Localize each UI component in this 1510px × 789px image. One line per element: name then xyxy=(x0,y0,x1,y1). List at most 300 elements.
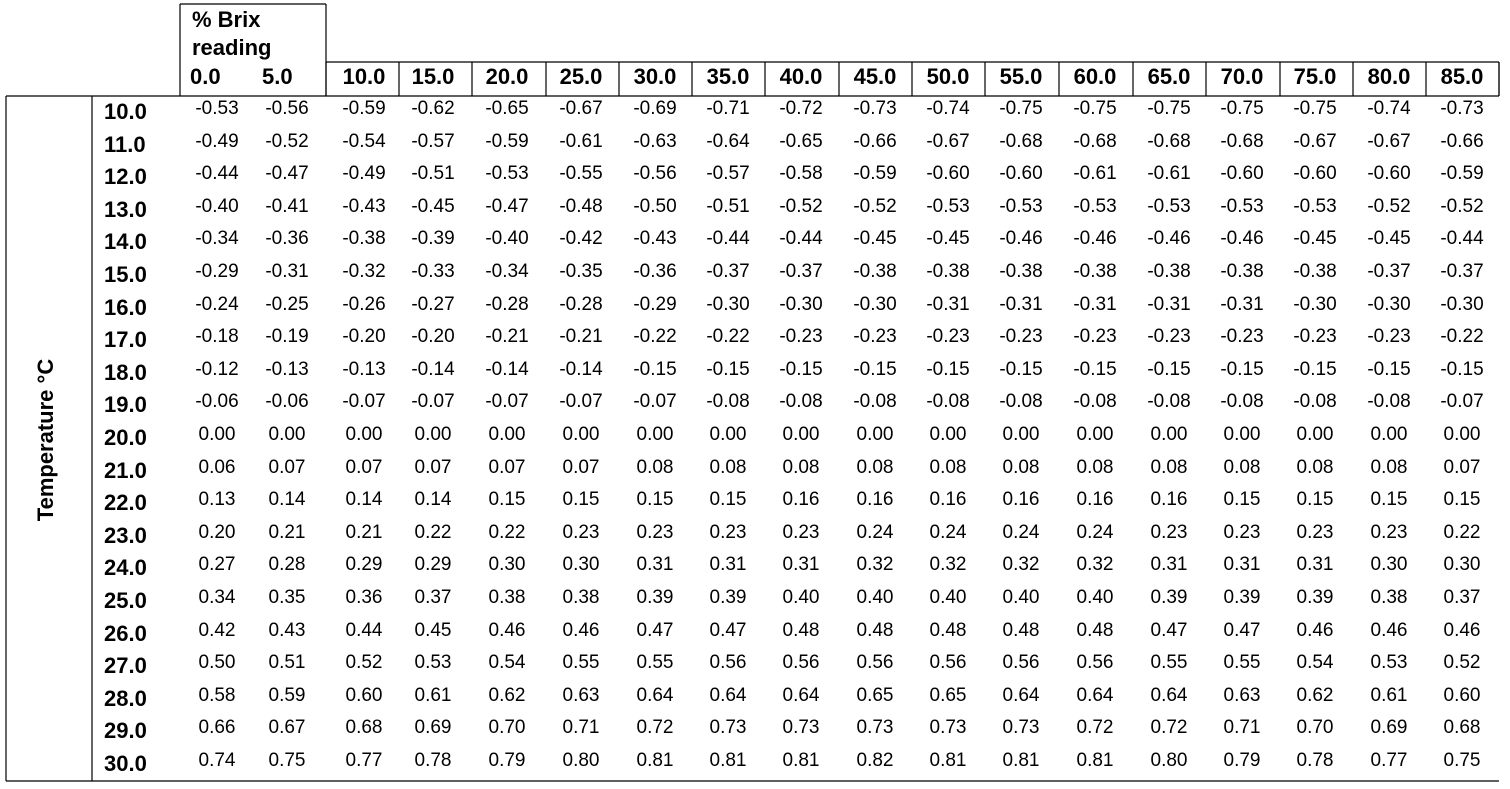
table-cell: -0.38 xyxy=(1147,261,1191,282)
table-cell: -0.46 xyxy=(999,228,1043,250)
column-header: 20.0 xyxy=(485,64,529,89)
table-cell: 0.08 xyxy=(709,456,747,478)
column-header: 70.0 xyxy=(1220,64,1264,89)
table-cell: 0.21 xyxy=(268,521,306,543)
table-cell: -0.38 xyxy=(1293,261,1337,282)
table-cell: 0.16 xyxy=(1002,489,1040,511)
table-cell: 0.20 xyxy=(198,521,236,543)
table-cell: -0.38 xyxy=(926,261,970,282)
table-cell: -0.25 xyxy=(265,293,309,315)
table-cell: 0.48 xyxy=(856,619,894,641)
column-header: 45.0 xyxy=(853,64,897,89)
table-cell: 0.81 xyxy=(636,750,674,771)
column-header: 50.0 xyxy=(926,64,970,89)
table-cell: 0.35 xyxy=(268,587,306,608)
table-cell: -0.13 xyxy=(342,358,386,380)
table-cell: 0.00 xyxy=(562,424,600,445)
table-cell: 0.70 xyxy=(1296,717,1334,739)
table-cell: 0.56 xyxy=(1076,652,1114,674)
table-cell: 0.15 xyxy=(636,489,674,511)
table-cell: 0.00 xyxy=(709,424,747,445)
table-cell: -0.64 xyxy=(706,130,750,152)
table-cell: 0.39 xyxy=(1296,587,1334,608)
row-header-temperature: 30.0 xyxy=(104,751,147,776)
table-cell: -0.67 xyxy=(559,98,603,119)
table-cell: -0.41 xyxy=(265,195,309,217)
table-cell: 0.07 xyxy=(345,456,383,478)
table-cell: 0.61 xyxy=(414,684,452,706)
table-cell: 0.55 xyxy=(1150,652,1188,674)
table-cell: -0.40 xyxy=(195,195,239,217)
table-cell: 0.29 xyxy=(345,554,383,576)
table-cell: 0.23 xyxy=(782,521,820,543)
table-cell: 0.08 xyxy=(636,456,674,478)
table-cell: -0.34 xyxy=(485,261,529,282)
column-header: 30.0 xyxy=(633,64,677,89)
table-cell: 0.40 xyxy=(856,587,894,608)
table-cell: -0.38 xyxy=(999,261,1043,282)
table-cell: 0.79 xyxy=(1223,750,1261,771)
table-cell: 0.44 xyxy=(345,619,383,641)
table-cell: -0.08 xyxy=(1367,391,1411,413)
table-cell: 0.32 xyxy=(856,554,894,576)
row-header-temperature: 11.0 xyxy=(104,131,146,157)
table-cell: -0.08 xyxy=(999,391,1043,413)
table-cell: -0.06 xyxy=(195,391,239,413)
table-cell: 0.52 xyxy=(345,652,383,674)
table-cell: 0.46 xyxy=(1443,619,1481,641)
table-cell: 0.22 xyxy=(488,521,526,543)
table-cell: 0.31 xyxy=(782,554,820,576)
column-header: 65.0 xyxy=(1147,64,1191,89)
table-cell: 0.07 xyxy=(488,456,526,478)
row-header-temperature: 28.0 xyxy=(104,685,147,711)
table-cell: 0.64 xyxy=(1002,684,1040,706)
table-cell: 0.75 xyxy=(268,750,306,771)
table-cell: 0.38 xyxy=(562,587,600,608)
table-cell: 0.46 xyxy=(1370,619,1408,641)
table-cell: -0.15 xyxy=(1440,358,1484,380)
table-cell: -0.68 xyxy=(1147,130,1191,152)
table-cell: 0.56 xyxy=(782,652,820,674)
table-cell: 0.46 xyxy=(488,619,526,641)
table-cell: 0.32 xyxy=(1076,554,1114,576)
table-cell: -0.45 xyxy=(926,228,970,250)
table-cell: 0.78 xyxy=(1296,750,1334,771)
table-cell: -0.37 xyxy=(706,261,750,282)
table-cell: -0.44 xyxy=(1440,228,1484,250)
table-cell: 0.65 xyxy=(856,684,894,706)
table-cell: 0.75 xyxy=(1443,750,1481,771)
table-cell: 0.32 xyxy=(929,554,967,576)
table-cell: 0.00 xyxy=(268,424,306,445)
table-cell: 0.16 xyxy=(1076,489,1114,511)
table-cell: 0.55 xyxy=(1223,652,1261,674)
table-cell: -0.46 xyxy=(1147,228,1191,250)
table-cell: -0.48 xyxy=(559,195,603,217)
table-cell: 0.31 xyxy=(709,554,747,576)
table-cell: -0.15 xyxy=(853,358,897,380)
table-cell: -0.20 xyxy=(342,326,386,348)
table-cell: -0.23 xyxy=(1367,326,1411,348)
table-cell: 0.00 xyxy=(636,424,674,445)
table-cell: -0.08 xyxy=(1147,391,1191,413)
table-cell: -0.68 xyxy=(1073,130,1117,152)
table-cell: 0.06 xyxy=(198,456,236,478)
table-cell: 0.23 xyxy=(1223,521,1261,543)
table-cell: 0.46 xyxy=(562,619,600,641)
table-cell: -0.68 xyxy=(1220,130,1264,152)
table-cell: 0.39 xyxy=(636,587,674,608)
table-cell: 0.53 xyxy=(414,652,452,674)
table-cell: 0.73 xyxy=(929,717,967,739)
table-cell: 0.37 xyxy=(414,587,452,608)
table-cell: 0.00 xyxy=(1150,424,1188,445)
table-cell: -0.23 xyxy=(926,326,970,348)
table-cell: 0.07 xyxy=(268,456,306,478)
table-cell: 0.47 xyxy=(709,619,747,641)
table-cell: 0.68 xyxy=(345,717,383,739)
table-cell: -0.61 xyxy=(1073,163,1117,185)
table-cell: -0.08 xyxy=(706,391,750,413)
table-cell: 0.23 xyxy=(562,521,600,543)
table-cell: 0.77 xyxy=(1370,750,1408,771)
table-cell: 0.73 xyxy=(856,717,894,739)
table-cell: -0.58 xyxy=(779,163,823,185)
table-cell: -0.30 xyxy=(706,293,750,315)
table-cell: -0.57 xyxy=(706,163,750,185)
row-header-temperature: 27.0 xyxy=(104,653,147,679)
table-cell: 0.07 xyxy=(1443,456,1481,478)
table-cell: -0.24 xyxy=(195,293,239,315)
table-cell: -0.66 xyxy=(853,130,897,152)
table-cell: 0.00 xyxy=(488,424,526,445)
table-cell: 0.52 xyxy=(1443,652,1481,674)
table-cell: 0.47 xyxy=(1223,619,1261,641)
table-cell: -0.22 xyxy=(706,326,750,348)
table-cell: -0.23 xyxy=(999,326,1043,348)
table-cell: 0.72 xyxy=(1076,717,1114,739)
table-cell: 0.48 xyxy=(929,619,967,641)
table-cell: -0.15 xyxy=(633,358,677,380)
table-cell: -0.46 xyxy=(1220,228,1264,250)
table-cell: -0.67 xyxy=(1293,130,1337,152)
table-cell: 0.00 xyxy=(856,424,894,445)
table-cell: 0.45 xyxy=(414,619,452,641)
table-cell: 0.77 xyxy=(345,750,383,771)
table-cell: -0.08 xyxy=(926,391,970,413)
table-cell: -0.52 xyxy=(1367,195,1411,217)
table-cell: -0.75 xyxy=(1073,98,1117,119)
table-cell: -0.15 xyxy=(1147,358,1191,380)
row-header-temperature: 21.0 xyxy=(104,457,147,483)
table-cell: -0.71 xyxy=(706,98,750,119)
table-cell: -0.18 xyxy=(195,326,239,348)
table-cell: -0.45 xyxy=(1293,228,1337,250)
table-cell: -0.46 xyxy=(1073,228,1117,250)
table-cell: 0.59 xyxy=(268,684,306,706)
table-cell: 0.47 xyxy=(636,619,674,641)
table-cell: -0.44 xyxy=(195,163,239,185)
table-cell: -0.08 xyxy=(1293,391,1337,413)
table-cell: -0.28 xyxy=(485,293,529,315)
table-cell: -0.63 xyxy=(633,130,677,152)
table-cell: -0.45 xyxy=(411,195,455,217)
table-cell: -0.42 xyxy=(559,228,603,250)
table-cell: -0.65 xyxy=(485,98,529,119)
table-cell: -0.60 xyxy=(999,163,1043,185)
table-cell: 0.00 xyxy=(1223,424,1261,445)
column-header: 60.0 xyxy=(1073,64,1117,89)
table-cell: 0.23 xyxy=(1296,521,1334,543)
table-cell: -0.07 xyxy=(485,391,529,413)
table-cell: -0.20 xyxy=(411,326,455,348)
table-cell: 0.58 xyxy=(198,684,236,706)
table-cell: -0.67 xyxy=(1367,130,1411,152)
column-header: 80.0 xyxy=(1367,64,1411,89)
table-cell: 0.37 xyxy=(1443,587,1481,608)
table-cell: -0.21 xyxy=(485,326,529,348)
table-cell: -0.23 xyxy=(1293,326,1337,348)
row-header-temperature: 19.0 xyxy=(104,392,147,418)
table-cell: 0.28 xyxy=(268,554,306,576)
table-cell: 0.81 xyxy=(1002,750,1040,771)
table-cell: -0.07 xyxy=(342,391,386,413)
row-header-temperature: 22.0 xyxy=(104,490,147,516)
table-cell: -0.23 xyxy=(1073,326,1117,348)
table-cell: 0.22 xyxy=(1443,521,1481,543)
table-cell: 0.55 xyxy=(636,652,674,674)
table-cell: 0.30 xyxy=(488,554,526,576)
table-cell: 0.80 xyxy=(1150,750,1188,771)
table-cell: 0.14 xyxy=(414,489,452,511)
table-cell: -0.07 xyxy=(633,391,677,413)
table-cell: -0.59 xyxy=(342,98,386,119)
table-cell: -0.53 xyxy=(1220,195,1264,217)
table-cell: -0.75 xyxy=(1220,98,1264,119)
table-cell: 0.56 xyxy=(1002,652,1040,674)
table-cell: 0.31 xyxy=(1296,554,1334,576)
table-cell: 0.39 xyxy=(709,587,747,608)
table-cell: -0.15 xyxy=(1367,358,1411,380)
row-header-temperature: 20.0 xyxy=(104,425,147,450)
table-cell: 0.16 xyxy=(1150,489,1188,511)
table-cell: 0.00 xyxy=(1076,424,1114,445)
table-cell: 0.00 xyxy=(198,424,236,445)
table-cell: 0.60 xyxy=(345,684,383,706)
table-cell: -0.53 xyxy=(926,195,970,217)
table-cell: 0.08 xyxy=(1296,456,1334,478)
column-header: 75.0 xyxy=(1293,64,1337,89)
table-cell: -0.72 xyxy=(779,98,823,119)
table-cell: 0.36 xyxy=(345,587,383,608)
table-cell: -0.59 xyxy=(485,130,529,152)
table-cell: 0.81 xyxy=(929,750,967,771)
table-cell: -0.74 xyxy=(926,98,970,119)
table-cell: 0.47 xyxy=(1150,619,1188,641)
row-header-temperature: 13.0 xyxy=(104,196,147,222)
table-cell: -0.40 xyxy=(485,228,529,250)
table-cell: -0.47 xyxy=(265,163,309,185)
table-cell: -0.08 xyxy=(1073,391,1117,413)
table-cell: 0.15 xyxy=(1296,489,1334,511)
table-cell: 0.14 xyxy=(345,489,383,511)
table-cell: 0.40 xyxy=(929,587,967,608)
table-cell: -0.75 xyxy=(1147,98,1191,119)
table-cell: 0.38 xyxy=(1370,587,1408,608)
table-cell: -0.26 xyxy=(342,293,386,315)
table-cell: 0.61 xyxy=(1370,684,1408,706)
table-cell: -0.53 xyxy=(1293,195,1337,217)
table-cell: 0.71 xyxy=(1223,717,1261,739)
table-cell: -0.27 xyxy=(411,293,455,315)
table-cell: 0.07 xyxy=(414,456,452,478)
table-cell: 0.56 xyxy=(709,652,747,674)
table-cell: 0.15 xyxy=(1223,489,1261,511)
table-cell: 0.24 xyxy=(1002,521,1040,543)
table-cell: 0.00 xyxy=(1443,424,1481,445)
table-cell: -0.34 xyxy=(195,228,239,250)
table-cell: 0.39 xyxy=(1150,587,1188,608)
table-cell: -0.45 xyxy=(853,228,897,250)
column-header: 55.0 xyxy=(999,64,1043,89)
column-header: 15.0 xyxy=(411,64,455,89)
table-cell: 0.64 xyxy=(636,684,674,706)
table-cell: 0.81 xyxy=(709,750,747,771)
table-cell: -0.52 xyxy=(779,195,823,217)
table-cell: -0.60 xyxy=(1367,163,1411,185)
table-cell: -0.43 xyxy=(633,228,677,250)
table-cell: 0.30 xyxy=(562,554,600,576)
table-cell: -0.61 xyxy=(1147,163,1191,185)
table-cell: -0.15 xyxy=(1293,358,1337,380)
table-cell: 0.68 xyxy=(1443,717,1481,739)
table-cell: -0.23 xyxy=(853,326,897,348)
table-cell: 0.14 xyxy=(268,489,306,511)
table-cell: 0.82 xyxy=(856,750,894,771)
table-cell: 0.23 xyxy=(636,521,674,543)
table-cell: 0.08 xyxy=(856,456,894,478)
table-cell: 0.00 xyxy=(1296,424,1334,445)
column-header: 10.0 xyxy=(342,64,386,89)
table-cell: -0.28 xyxy=(559,293,603,315)
table-cell: -0.30 xyxy=(1440,293,1484,315)
table-cell: -0.30 xyxy=(853,293,897,315)
table-cell: -0.21 xyxy=(559,326,603,348)
table-cell: 0.00 xyxy=(1370,424,1408,445)
table-cell: 0.30 xyxy=(1370,554,1408,576)
table-cell: -0.07 xyxy=(1440,391,1484,413)
table-cell: 0.54 xyxy=(1296,652,1334,674)
table-cell: -0.56 xyxy=(265,98,309,119)
table-cell: 0.31 xyxy=(636,554,674,576)
table-cell: -0.23 xyxy=(1147,326,1191,348)
table-cell: 0.80 xyxy=(562,750,600,771)
table-cell: 0.07 xyxy=(562,456,600,478)
table-cell: 0.00 xyxy=(1002,424,1040,445)
table-cell: -0.33 xyxy=(411,261,455,282)
row-header-temperature: 25.0 xyxy=(104,588,147,613)
table-cell: 0.31 xyxy=(1150,554,1188,576)
row-header-temperature: 10.0 xyxy=(104,99,147,124)
table-cell: -0.57 xyxy=(411,130,455,152)
table-cell: 0.55 xyxy=(562,652,600,674)
table-cell: -0.68 xyxy=(999,130,1043,152)
table-cell: 0.32 xyxy=(1002,554,1040,576)
table-cell: 0.46 xyxy=(1296,619,1334,641)
table-cell: -0.53 xyxy=(195,98,239,119)
table-cell: -0.51 xyxy=(411,163,455,185)
row-header-temperature: 18.0 xyxy=(104,359,147,385)
table-cell: 0.54 xyxy=(488,652,526,674)
row-header-temperature: 24.0 xyxy=(104,555,147,581)
table-cell: -0.08 xyxy=(779,391,823,413)
table-cell: -0.52 xyxy=(1440,195,1484,217)
table-cell: -0.49 xyxy=(342,163,386,185)
table-cell: -0.69 xyxy=(633,98,677,119)
table-cell: -0.52 xyxy=(853,195,897,217)
table-cell: 0.00 xyxy=(782,424,820,445)
table-cell: 0.43 xyxy=(268,619,306,641)
table-cell: -0.06 xyxy=(265,391,309,413)
table-cell: -0.75 xyxy=(1293,98,1337,119)
table-cell: -0.47 xyxy=(485,195,529,217)
table-cell: -0.59 xyxy=(853,163,897,185)
table-cell: 0.40 xyxy=(782,587,820,608)
table-cell: -0.08 xyxy=(1220,391,1264,413)
table-cell: -0.43 xyxy=(342,195,386,217)
table-cell: -0.22 xyxy=(1440,326,1484,348)
table-cell: 0.62 xyxy=(488,684,526,706)
table-cell: 0.40 xyxy=(1002,587,1040,608)
table-cell: 0.42 xyxy=(198,619,236,641)
table-cell: -0.65 xyxy=(779,130,823,152)
table-cell: 0.34 xyxy=(198,587,236,608)
table-cell: 0.15 xyxy=(488,489,526,511)
table-cell: -0.75 xyxy=(999,98,1043,119)
table-cell: -0.67 xyxy=(926,130,970,152)
table-cell: 0.15 xyxy=(709,489,747,511)
table-cell: -0.35 xyxy=(559,261,603,282)
table-cell: 0.63 xyxy=(1223,684,1261,706)
table-cell: -0.14 xyxy=(411,358,455,380)
table-cell: -0.73 xyxy=(853,98,897,119)
table-cell: 0.13 xyxy=(198,489,236,511)
table-cell: -0.49 xyxy=(195,130,239,152)
table-cell: 0.53 xyxy=(1370,652,1408,674)
table-cell: 0.50 xyxy=(198,652,236,674)
table-cell: -0.60 xyxy=(926,163,970,185)
table-cell: 0.66 xyxy=(198,717,236,739)
row-header-temperature: 15.0 xyxy=(104,262,147,287)
column-header: 40.0 xyxy=(779,64,823,89)
table-cell: 0.08 xyxy=(782,456,820,478)
table-cell: -0.37 xyxy=(1440,261,1484,282)
table-cell: 0.64 xyxy=(709,684,747,706)
table-cell: 0.08 xyxy=(1370,456,1408,478)
table-cell: 0.72 xyxy=(636,717,674,739)
table-cell: 0.48 xyxy=(1002,619,1040,641)
temperature-axis-label: Temperature °C xyxy=(33,358,58,522)
table-cell: -0.31 xyxy=(1147,293,1191,315)
table-cell: 0.15 xyxy=(1443,489,1481,511)
table-cell: 0.23 xyxy=(709,521,747,543)
row-header-temperature: 12.0 xyxy=(104,164,147,190)
table-cell: 0.81 xyxy=(1076,750,1114,771)
table-cell: -0.31 xyxy=(999,293,1043,315)
table-cell: 0.16 xyxy=(929,489,967,511)
table-cell: -0.12 xyxy=(195,358,239,380)
